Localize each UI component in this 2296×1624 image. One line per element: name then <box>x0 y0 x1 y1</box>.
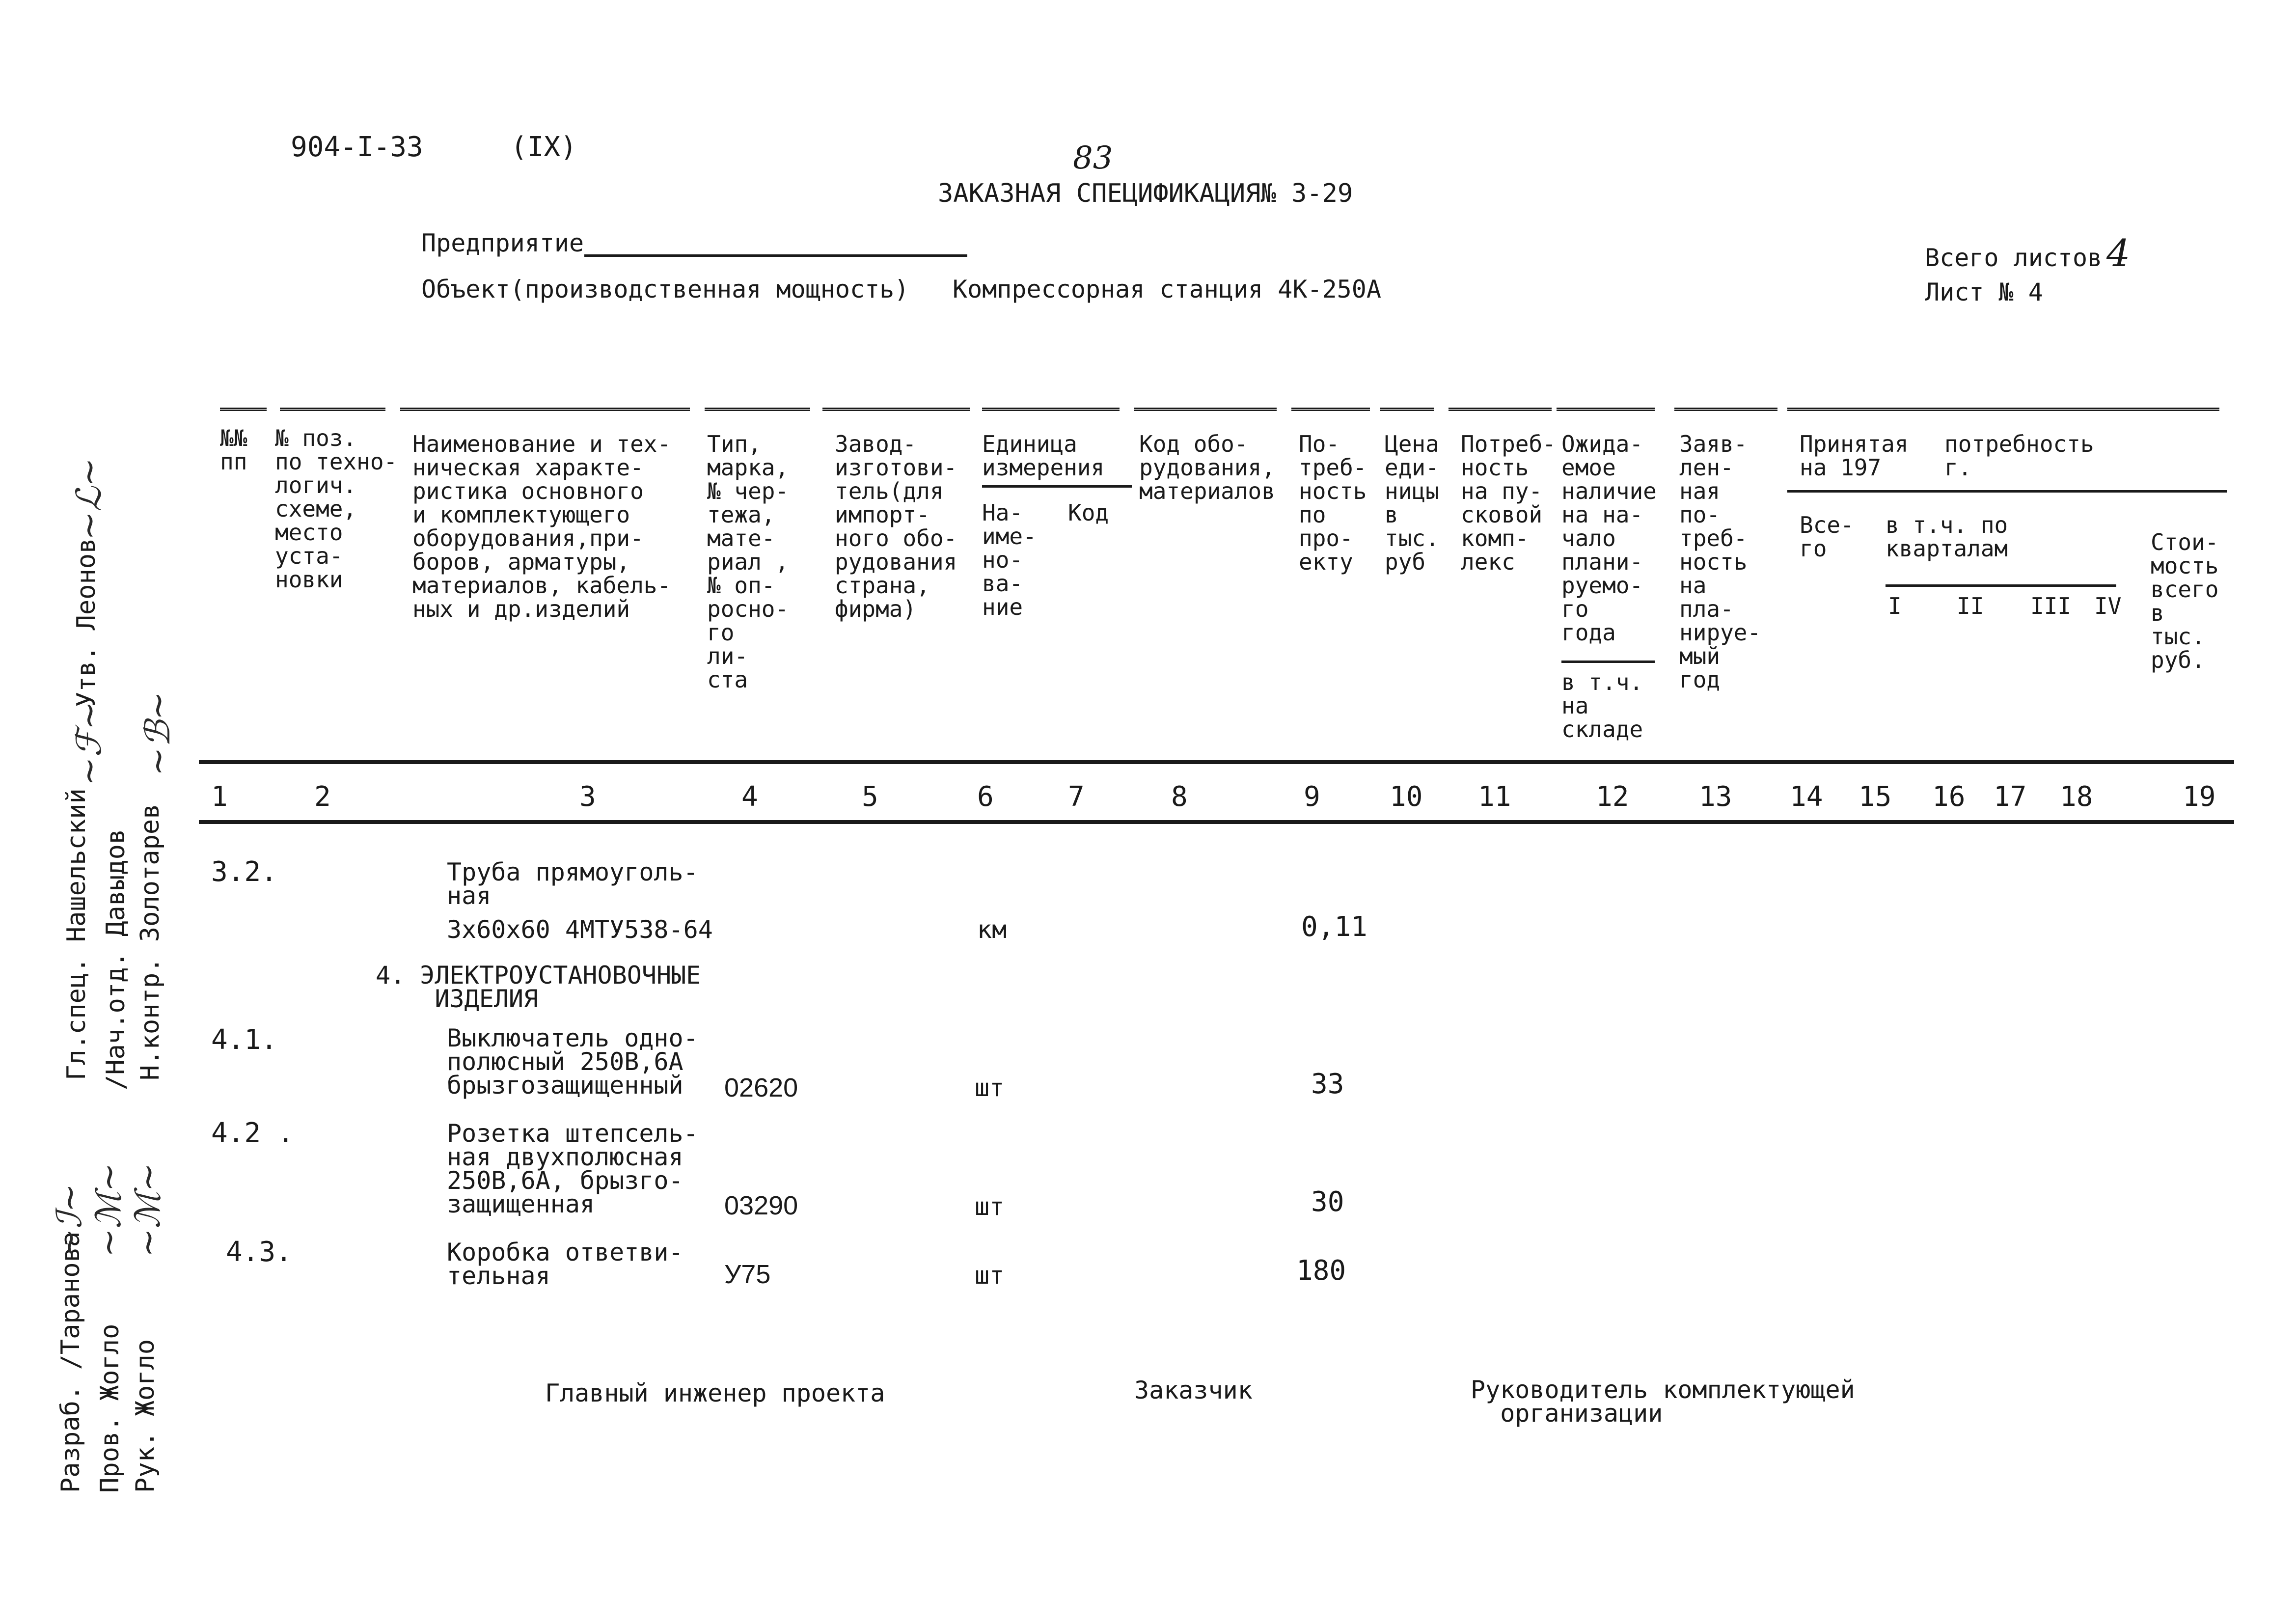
table-top-rule <box>400 408 690 411</box>
colnum-7: 7 <box>1068 781 1085 813</box>
row-3-2-name: Труба прямоуголь- ная <box>447 858 698 910</box>
colnum-8: 8 <box>1171 781 1188 813</box>
header-col-7: Код <box>1068 499 1109 526</box>
footer-chief-engineer: Главный инженер проекта <box>545 1379 885 1407</box>
header-col-16: II <box>1957 593 1984 619</box>
header-col-2: № поз. по техно- логич. схеме, место уста- новки <box>275 425 398 593</box>
stamp-checker: Пров. Жогло <box>95 1323 125 1493</box>
object-value: Компрессорная станция 4К-250А <box>953 275 1381 303</box>
page-number: 83 <box>1073 140 1113 176</box>
header-unit-group: Единица измерения <box>982 431 1105 481</box>
header-col-19: Стои- мость всего в тыс. руб. <box>2151 529 2219 673</box>
colnum-14: 14 <box>1790 781 1823 813</box>
header-accepted-group-a: Принятая на 197 <box>1800 431 1909 481</box>
header-accepted-group-b: потребность г. <box>1944 431 2094 481</box>
colnum-13: 13 <box>1699 781 1732 813</box>
header-bottom-rule <box>199 760 2234 764</box>
header-col-6: На- име- но- ва- ние <box>982 499 1037 620</box>
header-col-11: Потреб- ность на пу- сковой комп- лекс <box>1461 431 1556 575</box>
footer-supplier-head: Руководитель комплектующей организации <box>1471 1376 1855 1428</box>
header-col-12: Ожида- емое наличие на на- чало плани- руемо- го года <box>1561 431 1657 646</box>
stamp-approved: Утв. Леонов <box>72 538 101 707</box>
table-top-rule <box>280 408 385 411</box>
colnum-bottom-rule <box>199 820 2234 824</box>
header-col-5: Завод- изготови- тель(для импорт- ного обо- рудования страна, фирма) <box>835 431 957 622</box>
accepted-group-rule <box>1787 490 2227 493</box>
enterprise-label: Предприятие <box>421 229 584 257</box>
colnum-11: 11 <box>1478 781 1511 813</box>
footer-customer: Заказчик <box>1134 1376 1253 1404</box>
row-4-2-name: Розетка штепсель- ная двухполюсная 250В,6А, брызго- защищенная <box>447 1119 698 1218</box>
row-4-2-unit: шт <box>975 1192 1005 1221</box>
sheets-total-value: 4 <box>2106 231 2131 275</box>
stamp-developer: Разраб. /Таранова <box>56 1231 85 1493</box>
row-4-3-name: Коробка ответви- тельная <box>447 1238 683 1290</box>
header-col-18: IV <box>2094 593 2122 619</box>
row-3-2-number: 3.2. <box>211 856 277 888</box>
colnum-15: 15 <box>1859 781 1892 813</box>
colnum-1: 1 <box>211 781 228 813</box>
colnum-2: 2 <box>314 781 331 813</box>
stamp-head: Рук. Жогло <box>131 1339 160 1493</box>
document-part: (IX) <box>511 131 577 163</box>
table-top-rule <box>1557 408 1655 411</box>
colnum-19: 19 <box>2183 781 2216 813</box>
table-top-rule <box>1380 408 1434 411</box>
header-col-15: I <box>1888 593 1902 619</box>
row-4-1-qty: 33 <box>1311 1068 1344 1100</box>
signature-norm-control: ~ℬ~ <box>137 691 178 776</box>
col-12-sub-rule <box>1561 661 1655 663</box>
colnum-4: 4 <box>741 781 758 813</box>
signature-chief-specialist: ~ℱ~ <box>69 701 109 786</box>
section-4-heading: 4. ЭЛЕКТРОУСТАНОВОЧНЫЕ ИЗДЕЛИЯ <box>376 961 701 1013</box>
colnum-9: 9 <box>1304 781 1320 813</box>
signature-checker: ~ℳ~ <box>88 1162 129 1257</box>
sheets-total-label: Всего листов <box>1925 244 2103 272</box>
header-col-13: Заяв- лен- ная по- треб- ность на пла- нируе- мый год <box>1679 431 1761 693</box>
header-col-17: III <box>2030 593 2072 619</box>
row-4-1-type: 02620 <box>724 1073 798 1102</box>
stamp-chief-specialist: Гл.спец. Нашельский <box>62 788 91 1080</box>
row-4-3-unit: шт <box>975 1261 1005 1290</box>
header-col-14: Все- го <box>1800 512 1854 562</box>
row-4-2-number: 4.2 . <box>211 1117 294 1149</box>
row-4-3-qty: 180 <box>1296 1255 1346 1287</box>
header-col-1: №№ пп <box>220 425 247 475</box>
table-top-rule <box>822 408 970 411</box>
row-4-1-unit: шт <box>975 1073 1005 1102</box>
row-3-2-spec: 3х60х60 4МТУ538-64 <box>447 915 713 944</box>
unit-group-rule <box>982 485 1132 488</box>
colnum-10: 10 <box>1390 781 1423 813</box>
header-col-9: По- треб- ность по про- екту <box>1299 431 1367 575</box>
table-top-rule <box>1449 408 1552 411</box>
row-4-3-number: 4.3. <box>226 1236 292 1268</box>
header-col-10: Цена еди- ницы в тыс. руб <box>1385 431 1439 575</box>
header-col-12-sub: в т.ч. на складе <box>1561 669 1643 743</box>
signature-developer: ~ℐ~ <box>49 1183 89 1257</box>
stamp-department-head: /Нач.отд. Давыдов <box>101 828 131 1090</box>
colnum-18: 18 <box>2060 781 2093 813</box>
colnum-16: 16 <box>1932 781 1966 813</box>
table-top-rule <box>705 408 810 411</box>
row-4-2-type: 03290 <box>724 1191 798 1220</box>
header-quarters-group: в т.ч. по кварталам <box>1886 512 2008 562</box>
row-4-1-number: 4.1. <box>211 1024 277 1056</box>
header-col-4: Тип, марка, № чер- тежа, мате- риал , № оп- росно- го ли- ста <box>707 431 789 693</box>
colnum-5: 5 <box>862 781 878 813</box>
stamp-norm-control: Н.контр. Золотарев <box>136 803 165 1080</box>
table-top-rule <box>1134 408 1277 411</box>
table-top-rule <box>1787 408 2219 411</box>
row-3-2-qty: 0,11 <box>1301 911 1367 943</box>
signature-head: ~ℳ~ <box>128 1162 168 1257</box>
row-4-3-type: У75 <box>724 1260 771 1289</box>
enterprise-blank-line <box>584 254 967 257</box>
document-title: ЗАКАЗНАЯ СПЕЦИФИКАЦИЯ№ 3-29 <box>938 179 1353 208</box>
object-label: Объект(производственная мощность) <box>421 275 909 303</box>
quarters-group-rule <box>1886 584 2116 587</box>
row-3-2-unit: км <box>977 915 1007 944</box>
row-4-1-name: Выключатель одно- полюсный 250В,6А брызгозащищенный <box>447 1024 698 1100</box>
colnum-3: 3 <box>579 781 596 813</box>
table-top-rule <box>1674 408 1777 411</box>
colnum-6: 6 <box>977 781 994 813</box>
header-col-3: Наименование и тех- ническая характе- ристика основного и комплектующего оборудования,при- боров, арматуры, материалов, кабель- ных и др.изделий <box>412 431 671 622</box>
document-code: 904-I-33 <box>291 131 423 163</box>
table-top-rule <box>1291 408 1370 411</box>
sheet-number: Лист № 4 <box>1925 278 2043 306</box>
table-top-rule <box>220 408 267 411</box>
table-top-rule <box>982 408 1120 411</box>
row-4-2-qty: 30 <box>1311 1186 1344 1218</box>
colnum-12: 12 <box>1596 781 1629 813</box>
header-col-8: Код обо- рудования, материалов <box>1139 431 1275 504</box>
signature-approved: ~ℒ~ <box>69 458 109 540</box>
colnum-17: 17 <box>1994 781 2027 813</box>
